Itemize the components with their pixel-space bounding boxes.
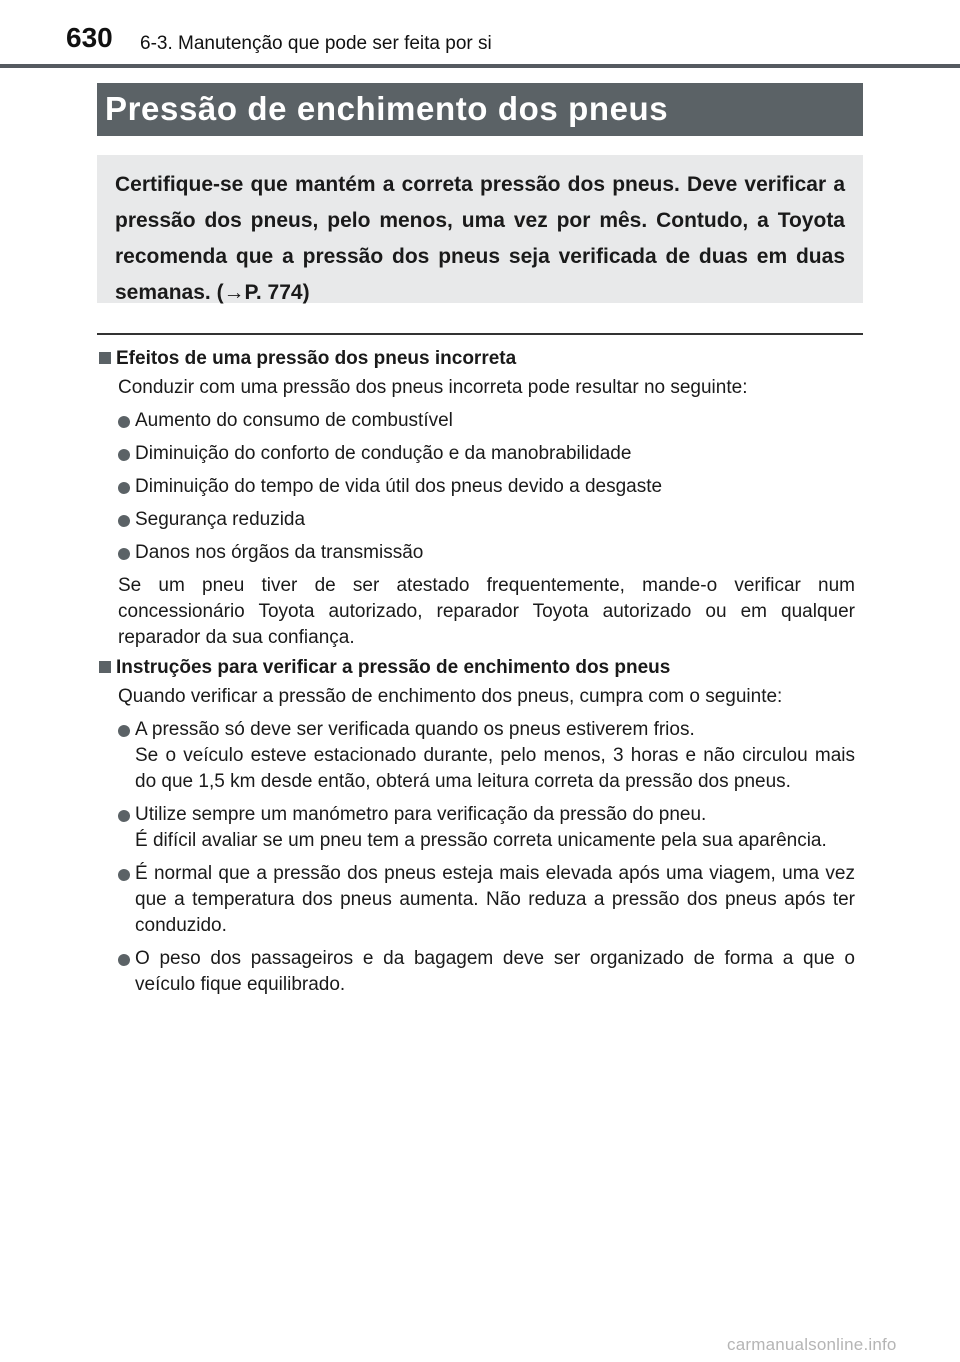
round-bullet-icon (118, 548, 130, 560)
round-bullet-icon (118, 515, 130, 527)
subheading-text: Efeitos de uma pressão dos pneus incorreta (116, 348, 517, 369)
list-item-text: Diminuição do conforto de condução e da manobrabilidade (135, 443, 632, 464)
section-divider (97, 333, 863, 335)
square-bullet-icon (99, 352, 111, 364)
list-item (118, 540, 855, 566)
round-bullet-icon (118, 869, 130, 881)
list-item-detail: Se o veículo esteve estacionado durante, pelo menos, 3 horas e não circulou mais do que 1,5 km desde então, obterá uma leitura correta da pressão dos pneus. (135, 745, 855, 792)
round-bullet-icon (118, 810, 130, 822)
list-item-text: O peso dos passageiros e da bagagem deve ser organizado de forma a que o veículo fique equilibrado. (135, 948, 855, 995)
round-bullet-icon (118, 954, 130, 966)
list-item-text: É normal que a pressão dos pneus esteja mais elevada após uma viagem, uma vez que a temperatura dos pneus aumenta. Não reduza a pressão dos pneus após ter conduzido. (135, 863, 855, 936)
list-item (118, 717, 855, 795)
content (97, 344, 863, 1005)
list-item (118, 861, 855, 939)
page-header (0, 0, 960, 68)
round-bullet-icon (118, 725, 130, 737)
list-item (118, 946, 855, 998)
watermark: carmanualsonline.info (727, 1335, 897, 1354)
page-number: 630 (66, 22, 113, 53)
header-rule (0, 64, 960, 68)
list-item-detail: É difícil avaliar se um pneu tem a pressão correta unicamente pela sua aparência. (135, 830, 827, 851)
round-bullet-icon (118, 482, 130, 494)
square-bullet-icon (99, 661, 111, 673)
paragraph: Conduzir com uma pressão dos pneus incorreta pode resultar no seguinte: (118, 377, 748, 398)
paragraph: Quando verificar a pressão de enchimento dos pneus, cumpra com o seguinte: (118, 686, 783, 707)
list-item-text: A pressão só deve ser verificada quando os pneus estiverem frios. (135, 719, 695, 740)
list-item-text: Segurança reduzida (135, 509, 306, 530)
list-item (118, 802, 855, 854)
section-title: Pressão de enchimento dos pneus (97, 83, 863, 136)
list-item (118, 441, 855, 467)
round-bullet-icon (118, 449, 130, 461)
intro-text: Certifique-se que mantém a correta pressão dos pneus. Deve verificar a pressão dos pneus, pelo menos, uma vez por mês. Contudo, a Toyota recomenda que a pressão dos pneus seja verificada de duas em duas semanas. (→P. 774) (115, 173, 845, 304)
list-item-text: Utilize sempre um manómetro para verificação da pressão do pneu. (135, 804, 707, 825)
paragraph: Se um pneu tiver de ser atestado frequentemente, mande-o verificar num concessionário Toyota autorizado, reparador Toyota autorizado ou em qualquer reparador da sua confiança. (118, 575, 855, 648)
running-title: 6-3. Manutenção que pode ser feita por si (140, 33, 492, 54)
subheading-instructions (97, 654, 863, 681)
intro-box (97, 155, 863, 303)
subheading-text: Instruções para verificar a pressão de enchimento dos pneus (116, 657, 671, 678)
list-item-text: Aumento do consumo de combustível (135, 410, 453, 431)
round-bullet-icon (118, 416, 130, 428)
list-item-text: Danos nos órgãos da transmissão (135, 542, 424, 563)
list-item (118, 474, 855, 500)
list-item (118, 408, 855, 434)
list-item (118, 507, 855, 533)
subheading-effects (97, 345, 863, 372)
list-item-text: Diminuição do tempo de vida útil dos pneus devido a desgaste (135, 476, 663, 497)
